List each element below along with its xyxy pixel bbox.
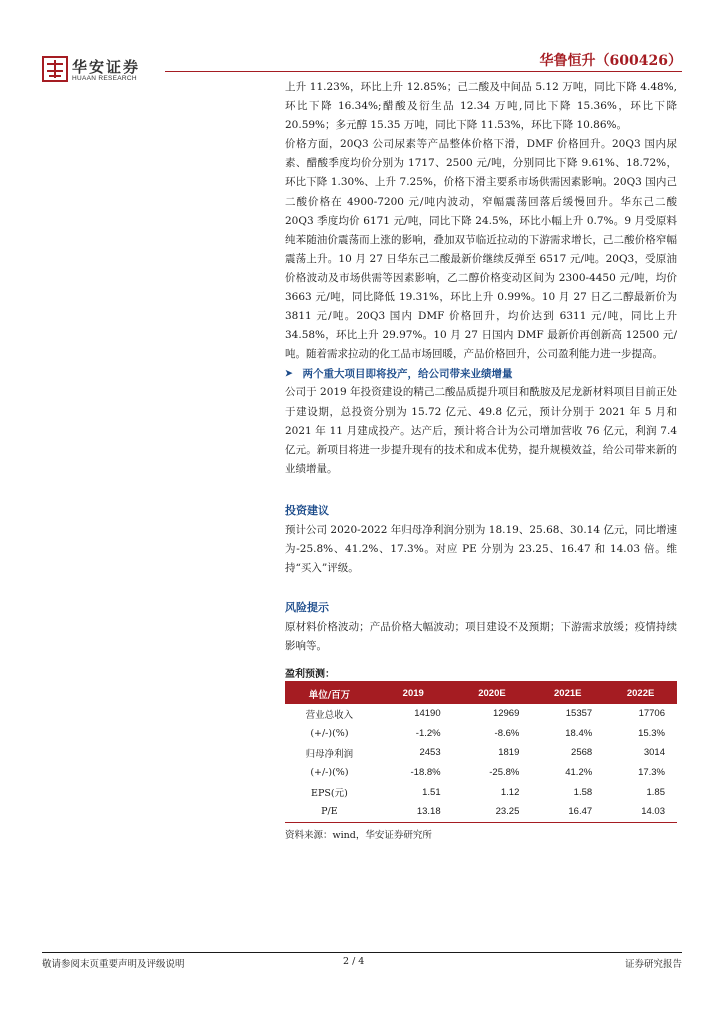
table-row xyxy=(285,743,677,763)
table-title: 盈利预测： xyxy=(285,669,335,680)
table-header-cell: 2021E xyxy=(531,683,604,704)
table-cell: EPS(元) xyxy=(311,788,348,800)
logo-name-cn: 华安证券 xyxy=(72,58,141,76)
logo-mark-icon xyxy=(42,56,68,82)
table-cell: 12969 xyxy=(492,708,520,720)
table-row xyxy=(285,802,677,822)
table-row xyxy=(285,704,677,724)
table-cell: (+/-)(%) xyxy=(310,727,349,739)
arrow-bullet-icon: ➤ xyxy=(285,369,293,380)
section-title-invest: 投资建议 xyxy=(285,503,329,517)
table-cell: 3014 xyxy=(643,747,665,759)
table-cell: 15.3% xyxy=(638,727,665,739)
table-row xyxy=(285,782,677,802)
logo-name-en: HUAAN RESEARCH xyxy=(72,75,137,82)
table-cell: 14.03 xyxy=(604,802,677,822)
table-cell: -18.8% xyxy=(410,767,441,779)
page-number: 2 / 4 xyxy=(343,956,365,967)
table-cell: (+/-)(%) xyxy=(310,767,349,779)
table-header-cell: 单位/百万 xyxy=(285,683,374,704)
table-cell: 营业总收入 xyxy=(305,709,354,721)
report-body xyxy=(285,78,677,656)
paragraph-invest: 预计公司 2020-2022 年归母净利润分别为 18.19、25.68、30.14 亿元，同比增速为-25.8%、41.2%、17.3%。对应 PE 分别为 23.25、16.47 和 14.03 倍。维持“买入”评级。 xyxy=(285,523,677,575)
report-title: 华鲁恒升（600426） xyxy=(539,53,682,69)
table-cell: 17706 xyxy=(638,708,665,720)
table-cell: 1.58 xyxy=(573,786,593,798)
table-source-note: 资料来源：wind，华安证券研究所 xyxy=(285,829,432,841)
paragraph-projects: 公司于 2019 年投资建设的精己二酸品质提升项目和酰胺及尼龙新材料项目目前正处于建设期，总投资分别为 15.72 亿元、49.8 亿元，预计分别于 2021 年 5 月和 2021 年 11 月建成投产。达产后，预计将合计为公司增加营收 76 亿元，利润 7.4 亿元。新项目将进一步提升现有的技术和成本优势，提升规模效益，给公司带来新的业绩增量。 xyxy=(285,386,677,475)
paragraph-output: 上升 11.23%，环比上升 12.85%；己二酸及中间品 5.12 万吨，同比下降 4.48%,环比下降 16.34%;醋酸及衍生品 12.34 万吨,同比下降 15.36%，环比下降 20.59%；多元醇 15.35 万吨，同比下降 11.53%，环比下降 10.86%。 xyxy=(285,81,677,132)
table-cell: 15357 xyxy=(565,708,593,720)
table-cell: 16.47 xyxy=(531,802,604,822)
footer-divider xyxy=(42,952,682,953)
footer-disclaimer: 敬请参阅末页重要声明及评级说明 xyxy=(42,959,185,970)
table-header-cell: 2022E xyxy=(604,683,677,704)
footer-report-type: 证券研究报告 xyxy=(624,959,682,970)
table-cell: 1.12 xyxy=(500,786,520,798)
table-cell: P/E xyxy=(285,802,374,822)
paragraph-prices: 价格方面，20Q3 公司尿素等产品整体价格下滑，DMF 价格回升。20Q3 国内尿素、醋酸季度均价分别为 1717、2500 元/吨，分别同比下降 9.61%、18.72%，环比下降 1.30%、上升 7.25%，价格下滑主要系市场供需因素影响。20Q3 国内己二酸价格在 4900-7200 元/吨内波动，窄幅震荡回落后缓慢回升。华东己二酸 20Q3 季度均价 6171 元/吨，同比下降 24.5%，环比小幅上升 0.7%。9 月受原料纯苯随油价震荡而上涨的影响，叠加双节临近拉动的下游需求增长，己二酸价格窄幅震荡上升。10 月 27 日华东己二酸最新价继续反弹至 6517 元/吨。20Q3，受原油价格波动及市场供需等因素影响，乙二醇价格变动区间为 2300-4450 元/吨，均价 3663 元/吨，同比降低 19.31%，环比上升 0.99%。10 月 27 日乙二醇最新价为 3811 元/吨。20Q3 国内 DMF 价格回升，均价达到 6311 元/吨，同比上升 34.58%，环比上升 29.97%。10 月 27 日国内 DMF 最新价再创新高 12500 元/吨。随着需求拉动的化工品市场回暖，产品价格回升，公司盈利能力进一步提高。 xyxy=(285,138,677,361)
table-cell: -1.2% xyxy=(415,727,441,739)
table-row xyxy=(285,724,677,744)
table-cell: 14190 xyxy=(414,708,441,720)
section-title-risk: 风险提示 xyxy=(285,601,329,615)
paragraph-risk: 原材料价格波动；产品价格大幅波动；项目建设不及预期；下游需求放缓；疫情持续影响等。 xyxy=(285,621,677,653)
table-header-row xyxy=(285,683,677,704)
table-cell: 1.51 xyxy=(422,786,441,798)
forecast-table-block xyxy=(285,662,677,841)
table-header-cell: 2019 xyxy=(374,683,453,704)
table-cell: 41.2% xyxy=(565,767,593,779)
header-divider xyxy=(165,71,682,72)
table-cell: 13.18 xyxy=(374,802,453,822)
table-cell: -8.6% xyxy=(494,727,520,739)
table-cell: 23.25 xyxy=(453,802,532,822)
table-cell: 1819 xyxy=(498,747,520,759)
table-cell: 1.85 xyxy=(646,786,665,798)
forecast-table xyxy=(285,683,677,823)
company-logo xyxy=(42,54,162,84)
table-title-row xyxy=(285,662,677,683)
section-bullet-projects xyxy=(285,365,677,383)
table-cell: 归母净利润 xyxy=(305,748,354,760)
table-cell: -25.8% xyxy=(489,767,520,779)
table-header-cell: 2020E xyxy=(453,683,532,704)
bullet-heading: 两个重大项目即将投产，给公司带来业绩增量 xyxy=(302,368,513,381)
table-cell: 2453 xyxy=(419,747,441,759)
table-cell: 18.4% xyxy=(565,727,593,739)
table-row xyxy=(285,763,677,783)
table-cell: 2568 xyxy=(571,747,593,759)
table-cell: 17.3% xyxy=(638,767,665,779)
